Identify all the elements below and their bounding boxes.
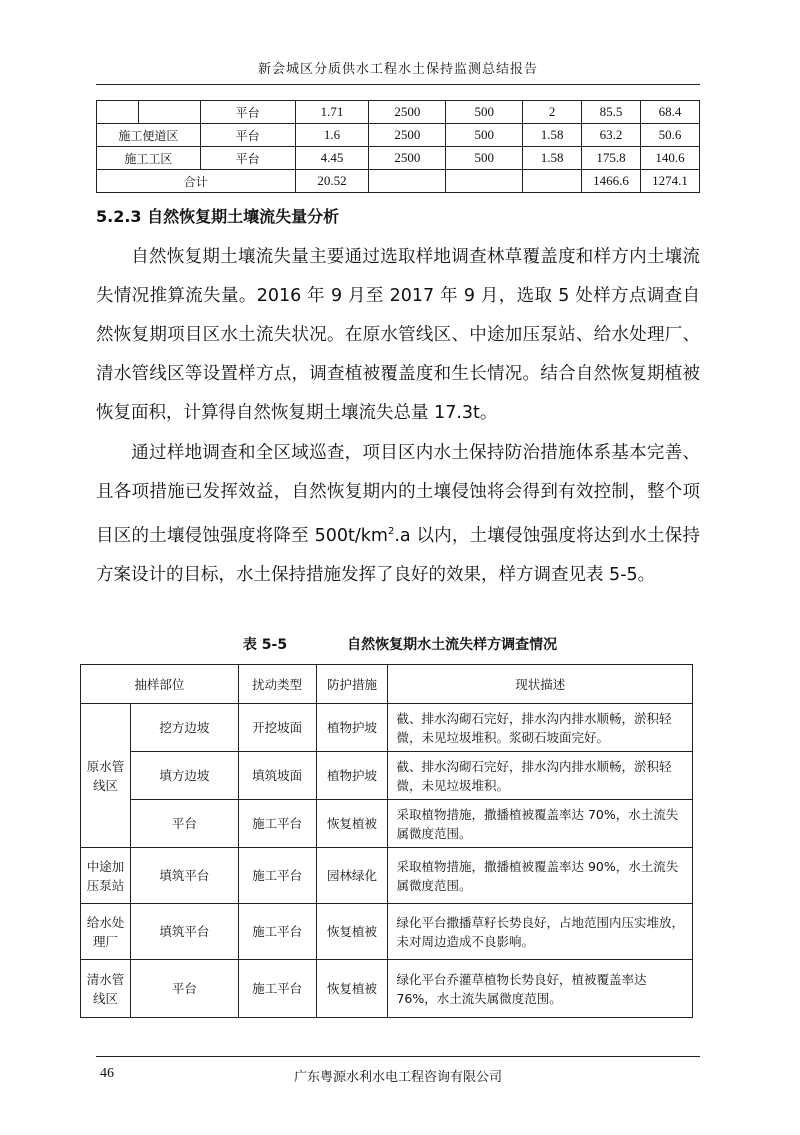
- table-cell: 1.58: [523, 147, 582, 170]
- table-cell: 20.52: [295, 170, 369, 193]
- table-row-total: [97, 170, 700, 193]
- table-cell: 采取植物措施，撒播植被覆盖率达 90%，水土流失属微度范围。: [388, 848, 693, 904]
- table-cell: 开挖坡面: [238, 704, 316, 752]
- table-cell: 4.45: [295, 147, 369, 170]
- table-cell: 施工平台: [238, 904, 316, 960]
- table-cell: [446, 170, 523, 193]
- table-cell: 填筑坡面: [238, 752, 316, 800]
- table-cell: 500: [446, 147, 523, 170]
- table-cell: 施工平台: [238, 800, 316, 848]
- sample-survey-table: [80, 664, 693, 1018]
- table-cell: 截、排水沟砌石完好，排水沟内排水顺畅，淤积轻微，未见垃圾堆积。浆砌石坡面完好。: [388, 704, 693, 752]
- table-row: [97, 147, 700, 170]
- table-cell: 68.4: [641, 101, 700, 124]
- table-row: [81, 704, 693, 752]
- table-cell: 平台: [130, 800, 238, 848]
- table-caption: [80, 634, 720, 654]
- paragraph-text: 自然恢复期土壤流失量主要通过选取样地调查林草覆盖度和样方内土壤流失情况推算流失量。2016 年 9 月至 2017 年 9 月，选取 5 处样方点调查自然恢复期项目区水土流失状况。在原水管线区、中途加压泵站、给水处理厂、清水管线区等设置样方点，调查植被覆盖度和生长情况。结合自然恢复期植被恢复面积，计算得自然恢复期土壤流失总量 17.3t。: [96, 247, 700, 423]
- table-cell: 合计: [97, 170, 296, 193]
- table-cell: 绿化平台撒播草籽长势良好，占地范围内压实堆放，未对周边造成不良影响。: [388, 904, 693, 960]
- table-cell: 恢复植被: [316, 800, 388, 848]
- table-cell: [138, 101, 200, 124]
- table-row: [81, 848, 693, 904]
- table-cell: 植物护坡: [316, 752, 388, 800]
- company-name: 广东粤源水利水电工程咨询有限公司: [293, 1070, 502, 1085]
- table-cell: 施工便道区: [97, 124, 201, 147]
- table-cell: 1.58: [523, 124, 582, 147]
- paragraph-text: .a 以内，土壤侵蚀强度将达到水土保持方案设计的目标，水土保持措施发挥了良好的效果，样方调查见表 5-5。: [96, 525, 700, 585]
- table-row: [97, 124, 700, 147]
- table-cell: 恢复植被: [316, 904, 388, 960]
- table-cell: 140.6: [641, 147, 700, 170]
- table-cell: 2500: [369, 124, 446, 147]
- table-row: [97, 101, 700, 124]
- table-cell: 175.8: [582, 147, 641, 170]
- table-cell: 63.2: [582, 124, 641, 147]
- table-title: 自然恢复期水土流失样方调查情况: [347, 637, 558, 653]
- summary-table-continued: [96, 100, 700, 193]
- section-heading: 5.2.3 自然恢复期土壤流失量分析: [96, 207, 340, 226]
- area-cell: 中途加压泵站: [81, 848, 131, 904]
- table-cell: 挖方边坡: [130, 704, 238, 752]
- area-cell: 给水处理厂: [81, 904, 131, 960]
- table-cell: 采取植物措施，撒播植被覆盖率达 70%，水土流失属微度范围。: [388, 800, 693, 848]
- table-cell: 填方边坡: [130, 752, 238, 800]
- table-cell: 施工平台: [238, 960, 316, 1018]
- table-cell: [97, 101, 139, 124]
- table-cell: 2500: [369, 101, 446, 124]
- table-cell: 2: [523, 101, 582, 124]
- table-cell: 2500: [369, 147, 446, 170]
- table-number: 表 5-5: [242, 637, 288, 653]
- table-cell: [523, 170, 582, 193]
- table-cell: 施工平台: [238, 848, 316, 904]
- table-cell: [369, 170, 446, 193]
- paragraph-text: 通过样地调查和全区域巡查，项目区内水土保持防治措施体系基本完善、且各项措施已发挥效益，自然恢复期内的土壤侵蚀将会得到有效控制，整个项目区的土壤侵蚀强度将降至 500t/km: [96, 443, 700, 546]
- table-row: [81, 960, 693, 1018]
- table-row: [81, 752, 693, 800]
- table-cell: 1.6: [295, 124, 369, 147]
- table-row: [81, 904, 693, 960]
- table-cell: 平台: [200, 147, 295, 170]
- table-cell: 截、排水沟砌石完好，排水沟内排水顺畅，淤积轻微，未见垃圾堆积。: [388, 752, 693, 800]
- area-cell: 清水管线区: [81, 960, 131, 1018]
- column-header: 扰动类型: [238, 665, 316, 704]
- paragraph-1: [96, 238, 700, 433]
- table-row: [81, 800, 693, 848]
- page-header: 新会城区分质供水工程水土保持监测总结报告: [257, 62, 538, 77]
- table-cell: 1274.1: [641, 170, 700, 193]
- table-cell: 500: [446, 124, 523, 147]
- header-rule: [96, 84, 700, 85]
- column-header: 防护措施: [316, 665, 388, 704]
- superscript: 2: [387, 526, 395, 537]
- page-number: 46: [100, 1066, 114, 1081]
- table-cell: 植物护坡: [316, 704, 388, 752]
- table-cell: 1.71: [295, 101, 369, 124]
- table-cell: 恢复植被: [316, 960, 388, 1018]
- table-cell: 500: [446, 101, 523, 124]
- table-cell: 1466.6: [582, 170, 641, 193]
- table-cell: 85.5: [582, 101, 641, 124]
- table-cell: 平台: [200, 124, 295, 147]
- table-cell: 填筑平台: [130, 848, 238, 904]
- table-cell: 平台: [130, 960, 238, 1018]
- table-cell: 填筑平台: [130, 904, 238, 960]
- area-cell: 原水管线区: [81, 704, 131, 848]
- column-header: 现状描述: [388, 665, 693, 704]
- paragraph-2: [96, 434, 700, 595]
- table-header-row: [81, 665, 693, 704]
- table-cell: 施工工区: [97, 147, 201, 170]
- footer-rule: [96, 1056, 700, 1057]
- table-cell: 园林绿化: [316, 848, 388, 904]
- table-cell: 绿化平台乔灌草植物长势良好，植被覆盖率达 76%，水土流失属微度范围。: [388, 960, 693, 1018]
- column-header: 抽样部位: [81, 665, 239, 704]
- table-cell: 50.6: [641, 124, 700, 147]
- table-cell: 平台: [200, 101, 295, 124]
